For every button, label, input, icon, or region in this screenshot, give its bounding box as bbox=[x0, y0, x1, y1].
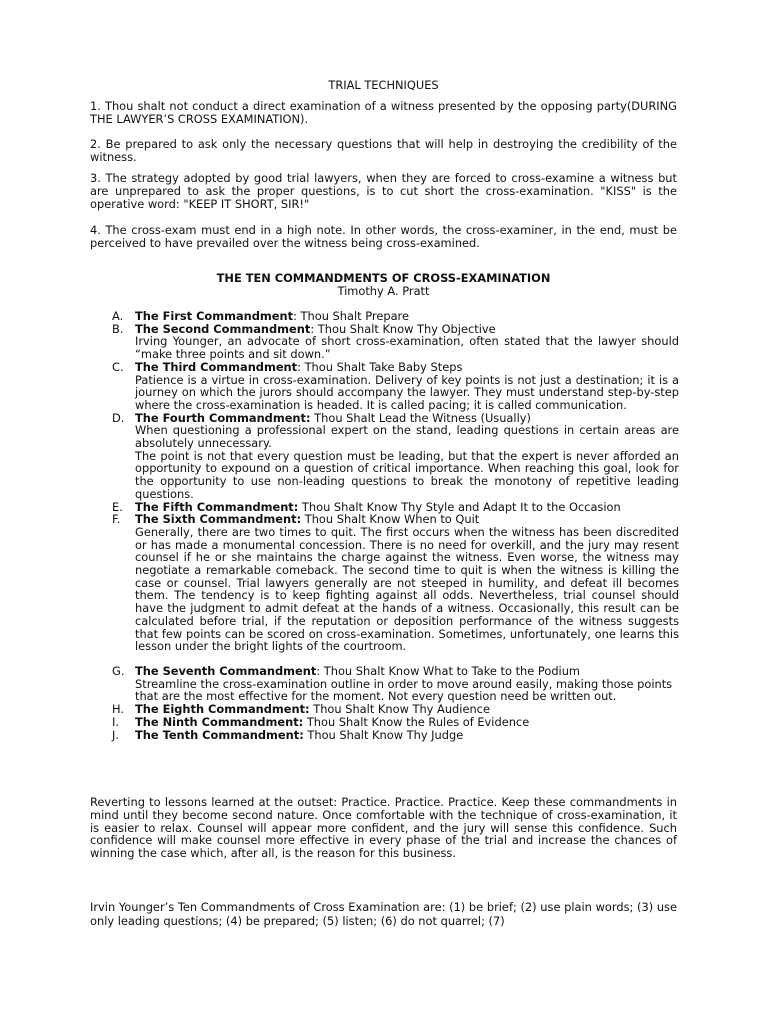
list-marker: G. bbox=[112, 663, 125, 678]
commandment-item-f bbox=[112, 513, 679, 653]
commandment-rule: Thou Shalt Know the Rules of Evidence bbox=[303, 714, 530, 729]
list-marker: I. bbox=[112, 714, 119, 729]
commandment-item-b: B. The Second Commandment: Thou Shalt Know Thy Objective Irving Younger, an advocate of short cross-examination, often stated that the lawyer should “make three points and sit down.” bbox=[112, 321, 679, 362]
commandment-rule: Thou Shalt Know Thy Audience bbox=[309, 702, 490, 717]
list-marker: D. bbox=[112, 410, 125, 425]
commandment-item-c: C. The Third Commandment: Thou Shalt Take Baby Steps Patience is a virtue in cross-examination. Delivery of key points is not just a destination; it is a journey on which the jurors should accompany the lawyer. They must understand step-by-step where the cross-examination is headed. It is called pacing; it is called communication. bbox=[112, 359, 679, 412]
commandment-item-j bbox=[112, 729, 679, 742]
commandment-rule: Thou Shalt Prepare bbox=[296, 309, 409, 323]
numbered-paragraph-3: 3. The strategy adopted by good trial lawyers, when they are forced to cross-examine a witness but are unprepared to ask the proper questions, is to cut short the cross-examination. "KISS" is the operative word: "KEEP IT SHORT, SIR!" bbox=[90, 171, 677, 212]
list-marker: J. bbox=[112, 727, 119, 742]
list-marker: B. bbox=[112, 321, 124, 336]
commandment-body: When questioning a professional expert on the stand, leading questions in certain areas are absolutely unnecessary. bbox=[135, 423, 679, 451]
list-marker: H. bbox=[112, 702, 124, 717]
commandment-body: Patience is a virtue in cross-examination. Delivery of key points is not just a destination; it is a journey on which the jurors should accompany the lawyer. They must understand step-by-step where the cross-examination is headed. It is called pacing; it is called communication. bbox=[135, 372, 679, 412]
commandment-name: The Fifth Commandment: bbox=[135, 499, 299, 514]
commandment-item-a: A. The First Commandment: Thou Shalt Prepare bbox=[112, 309, 409, 323]
commandment-name: The Ninth Commandment: bbox=[135, 714, 304, 729]
closing-paragraph: Reverting to lessons learned at the outset: Practice. Practice. Practice. Keep these commandments in mind until they become second nature. Once comfortable with the technique of cross-examination, it is easier to relax. Counsel will appear more confident, and the jury will sense this confidence. Such confidence will make counsel more effective in every phase of the trial and increase the chances of winning the case which, after all, is the reason for this business. bbox=[90, 795, 677, 861]
commandment-rule: Thou Shalt Lead the Witness (Usually) bbox=[310, 410, 531, 425]
commandment-body: Irving Younger, an advocate of short cross-examination, often stated that the lawyer should “make three points and sit down.” bbox=[135, 334, 679, 362]
document-title: TRIAL TECHNIQUES bbox=[328, 78, 439, 92]
list-marker: F. bbox=[112, 512, 121, 527]
commandment-body-continued: The point is not that every question must be leading, but that the expert is never afforded an opportunity to expound on a question of critical importance. When reaching this goal, look for the opportunity to use non-leading questions to break the monotony of repetitive leading questions. bbox=[135, 448, 679, 501]
numbered-paragraph-2: 2. Be prepared to ask only the necessary questions that will help in destroying the credibility of the witness. bbox=[90, 137, 677, 165]
commandment-name: The First Commandment bbox=[135, 309, 294, 323]
final-paragraph: Irvin Younger’s Ten Commandments of Cross Examination are: (1) be brief; (2) use plain words; (3) use only leading questions; (4) be prepared; (5) listen; (6) do not quarrel; (7) bbox=[90, 900, 677, 928]
commandment-rule: Thou Shalt Know Thy Judge bbox=[303, 727, 464, 742]
commandment-name: The Fourth Commandment: bbox=[135, 410, 311, 425]
commandment-rule: Thou Shalt Take Baby Steps bbox=[300, 359, 463, 374]
commandments-list bbox=[112, 310, 679, 741]
section-author: Timothy A. Pratt bbox=[337, 284, 430, 298]
commandment-name: The Third Commandment bbox=[135, 359, 298, 374]
commandment-item-g: G. The Seventh Commandment: Thou Shalt Know What to Take to the Podium Streamline the cross-examination outline in order to move around easily, making those points that are the most effective for the moment. Not every question need be written out. bbox=[112, 665, 679, 703]
commandment-name: The Sixth Commandment: bbox=[135, 512, 302, 527]
commandment-name: The Second Commandment bbox=[135, 321, 311, 336]
section-heading: THE TEN COMMANDMENTS OF CROSS-EXAMINATION bbox=[216, 271, 551, 285]
commandment-body: Generally, there are two times to quit. The first occurs when the witness has been discredited or has made a monumental concession. There is no need for overkill, and the jury may resent counsel if he or she maintains the charge against the witness. Even worse, the witness may negotiate a remarkable comeback. The second time to quit is when the witness is killing the case or counsel. Trial lawyers generally are not steeped in humility, and defeat ill becomes them. The tendency is to keep fighting against all odds. Nevertheless, trial counsel should have the judgment to admit defeat at the hands of a witness. Occasionally, this result can be calculated before trial, if the reputation or deposition performance of the witness suggests that few points can be scored on cross-examination. Sometimes, unfortunately, one learns this lesson under the bright lights of the courtroom. bbox=[135, 524, 679, 654]
commandment-body: Streamline the cross-examination outline in order to move around easily, making those points that are the most effective for the moment. Not every question need be written out. bbox=[135, 676, 673, 704]
list-marker: A. bbox=[112, 309, 124, 323]
commandment-item-d bbox=[112, 412, 679, 501]
commandment-rule: Thou Shalt Know When to Quit bbox=[301, 512, 480, 527]
list-marker: C. bbox=[112, 359, 124, 374]
commandment-rule: Thou Shalt Know Thy Objective bbox=[314, 321, 496, 336]
numbered-paragraph-4: 4. The cross-exam must end in a high note. In other words, the cross-examiner, in the end, must be perceived to have prevailed over the witness being cross-examined. bbox=[90, 223, 677, 251]
list-marker: E. bbox=[112, 499, 123, 514]
numbered-paragraph-1: 1. Thou shalt not conduct a direct examination of a witness presented by the opposing party(DURING THE LAWYER’S CROSS EXAMINATION). bbox=[90, 99, 677, 127]
commandment-rule: Thou Shalt Know What to Take to the Podium bbox=[320, 663, 581, 678]
commandment-name: The Tenth Commandment: bbox=[135, 727, 304, 742]
commandment-rule: Thou Shalt Know Thy Style and Adapt It to the Occasion bbox=[298, 499, 621, 514]
commandment-name: The Eighth Commandment: bbox=[135, 702, 310, 717]
commandment-name: The Seventh Commandment bbox=[135, 663, 317, 678]
